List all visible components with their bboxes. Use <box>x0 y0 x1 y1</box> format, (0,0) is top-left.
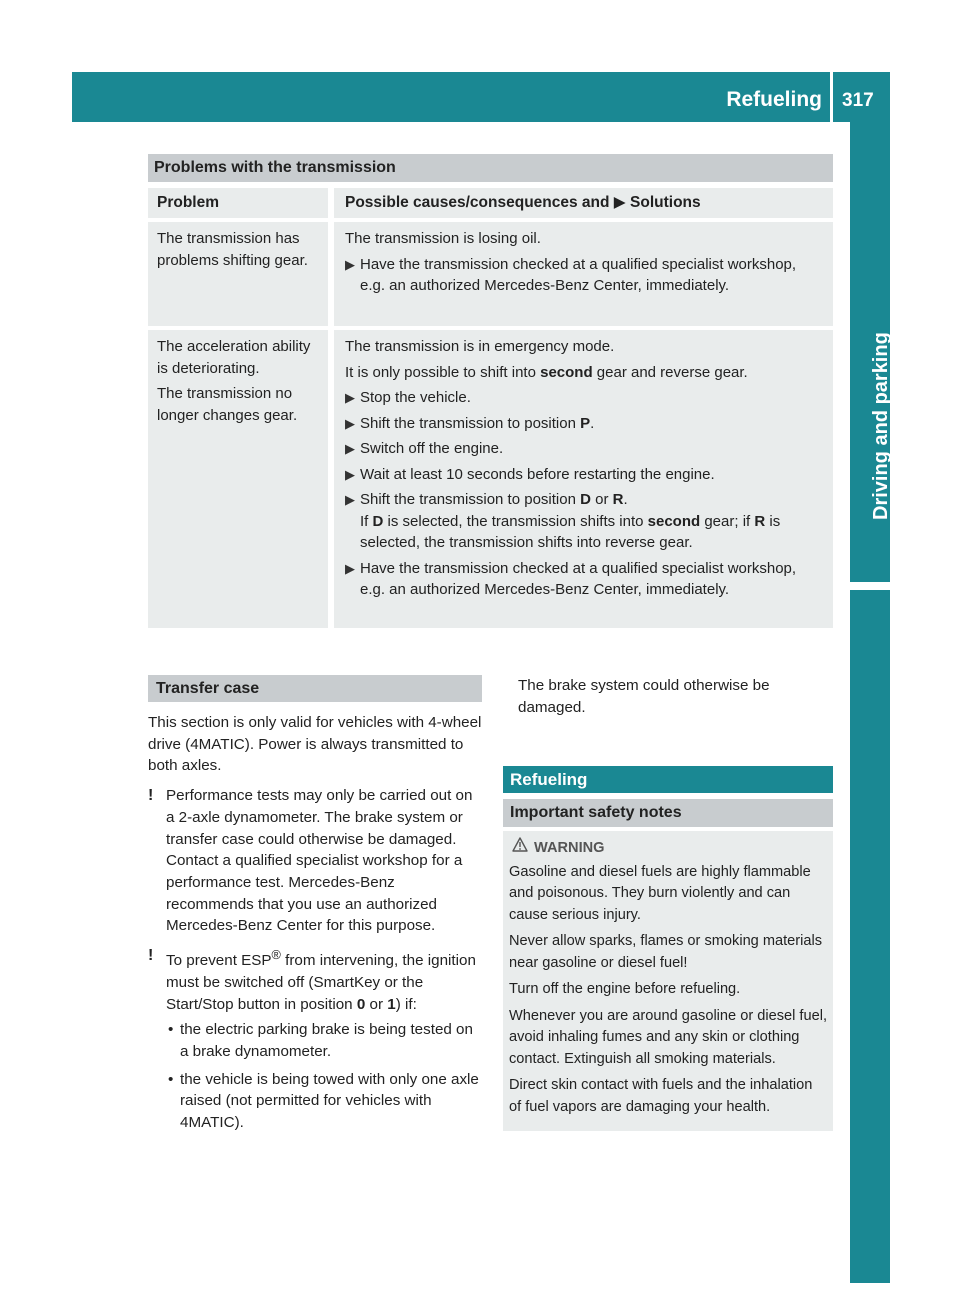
registered-mark: ® <box>271 948 281 963</box>
cause-text <box>345 362 825 384</box>
step-text-part: is selected, the transmission shifts into reverse gear. <box>360 512 781 551</box>
step-text-bold: D <box>580 491 591 508</box>
warning-header <box>509 837 827 860</box>
note-text-bold: 1 <box>387 995 396 1013</box>
section-title: Refueling <box>503 766 833 793</box>
step-text: Have the transmission checked at a qualified specialist workshop, e.g. an authorized Mercedes-Benz Center, immediately. <box>360 255 797 294</box>
step-arrow-icon: ▶ <box>345 415 355 431</box>
table-row <box>148 222 833 326</box>
cause-text: The transmission is losing oil. <box>345 230 541 247</box>
paragraph: The brake system could otherwise be damaged. <box>518 677 770 716</box>
warning-triangle-icon <box>512 837 534 860</box>
step-text-bold: P <box>580 414 591 432</box>
chapter-title: Refueling <box>726 88 822 111</box>
list-item <box>166 1069 482 1134</box>
table-row <box>148 330 833 628</box>
step-arrow-icon: ▶ <box>345 256 355 272</box>
note-text-part: or <box>369 995 384 1013</box>
step-text <box>360 413 825 435</box>
warning-text: Never allow sparks, flames or smoking materials near gasoline or diesel fuel! <box>509 933 823 971</box>
note-text-part: from intervening, the ignition must be switched off (SmartKey or the Start/Stop button in position <box>166 952 476 1013</box>
bullet-list <box>166 1019 482 1134</box>
step-text-part: . <box>590 414 595 432</box>
side-section-label: Driving and parking <box>870 332 892 520</box>
step-text-part: Shift the transmission to position <box>360 414 576 432</box>
problem-text: The acceleration ability is deteriorating. <box>157 338 311 377</box>
bullet-icon: • <box>168 1070 174 1088</box>
warning-text: Whenever you are around gasoline or diesel fuel, avoid inhaling fumes and any skin or clothing contact. Extinguish all smoking materials. <box>509 1007 828 1067</box>
solution-step <box>345 254 825 297</box>
step-arrow-icon: ▶ <box>345 390 355 405</box>
header-divider <box>830 72 833 122</box>
step-text-part: is selected, the transmission shifts into <box>387 512 644 530</box>
step-text: Switch off the engine. <box>360 440 504 457</box>
note-text <box>166 945 482 1140</box>
solution-cell <box>328 330 833 628</box>
refueling-section <box>503 675 833 1131</box>
step-subtext <box>360 511 825 554</box>
page-number: 317 <box>842 90 874 111</box>
header-solutions-text-end: Solutions <box>630 194 701 211</box>
warning-text: Turn off the engine before refueling. <box>509 981 741 998</box>
warning-text: Gasoline and diesel fuels are highly flammable and poisonous. They burn violently and can cause serious injury. <box>509 863 811 923</box>
note-text: Performance tests may only be carried out on a 2-axle dynamometer. The brake system or transfer case could otherwise be damaged. Contact a qualified specialist workshop for a performance test. Mercedes-Benz recommends that you use an authorized Mercedes-Benz Center for this purpose. <box>166 787 473 935</box>
bullet-icon: • <box>168 1021 174 1039</box>
list-item <box>166 1019 482 1062</box>
solution-step <box>345 387 825 409</box>
step-text: Have the transmission checked at a qualified specialist workshop, e.g. an authorized Mercedes-Benz Center, immediately. <box>360 559 797 598</box>
step-text <box>360 489 825 554</box>
transfer-case-section <box>148 675 482 1148</box>
table-header-row <box>148 188 833 218</box>
caution-note <box>148 785 482 937</box>
exclamation-icon: ! <box>148 787 154 805</box>
problem-text: The transmission no longer changes gear. <box>157 385 298 424</box>
cause-text-part: It is only possible to shift into <box>345 363 536 381</box>
problem-cell: The transmission has problems shifting gear. <box>157 230 308 269</box>
step-text: Stop the vehicle. <box>360 389 471 406</box>
warning-box <box>503 831 833 1131</box>
table-title: Problems with the transmission <box>148 154 833 182</box>
cause-text-bold: second <box>540 363 593 381</box>
step-text-part: If <box>360 512 369 530</box>
note-text-part: To prevent ESP <box>166 952 272 970</box>
note-text-part: ) if: <box>395 995 417 1013</box>
exclamation-icon: ! <box>148 947 154 965</box>
step-text-part: gear; if <box>704 512 751 530</box>
step-arrow-icon: ▶ <box>345 441 355 456</box>
step-arrow-icon: ▶ <box>345 560 355 576</box>
solution-arrow-icon: ▶ <box>613 194 626 211</box>
solution-step <box>345 489 825 554</box>
step-text-part: Shift the transmission to position <box>360 491 576 508</box>
header-solutions <box>328 188 833 218</box>
solution-step <box>345 438 825 460</box>
header-solutions-text: Possible causes/consequences and <box>345 194 610 211</box>
solution-step <box>345 464 825 486</box>
list-item-text: the vehicle is being towed with only one axle raised (not permitted for vehicles with 4MATIC). <box>180 1070 479 1132</box>
warning-label: WARNING <box>534 839 605 856</box>
step-text: Wait at least 10 seconds before restarting the engine. <box>360 465 715 483</box>
section-title: Transfer case <box>148 675 482 702</box>
paragraph: This section is only valid for vehicles with 4-wheel drive (4MATIC). Power is always transmitted to both axles. <box>148 714 482 775</box>
solution-cell <box>328 222 833 326</box>
step-text-bold: R <box>754 512 766 530</box>
cause-text-part: gear and reverse gear. <box>596 363 748 381</box>
note-text-bold: 0 <box>356 995 366 1013</box>
step-arrow-icon: ▶ <box>345 466 355 482</box>
step-text-bold: D <box>372 512 384 530</box>
subsection-title: Important safety notes <box>503 799 833 827</box>
side-marker <box>850 590 890 1283</box>
caution-note <box>148 945 482 1140</box>
cause-text: The transmission is in emergency mode. <box>345 338 615 355</box>
solution-step <box>345 558 825 601</box>
step-text-part: . <box>623 491 628 508</box>
step-arrow-icon: ▶ <box>345 492 355 507</box>
solution-step <box>345 413 825 435</box>
problem-cell <box>148 330 328 628</box>
transmission-table <box>148 154 833 632</box>
step-text-bold: second <box>647 512 701 530</box>
step-text-bold: R <box>612 491 624 508</box>
header-problem: Problem <box>157 194 220 211</box>
step-text-part: or <box>595 491 609 508</box>
warning-text: Direct skin contact with fuels and the inhalation of fuel vapors are damaging your health. <box>509 1077 813 1115</box>
list-item-text: the electric parking brake is being tested on a brake dynamometer. <box>180 1021 473 1060</box>
